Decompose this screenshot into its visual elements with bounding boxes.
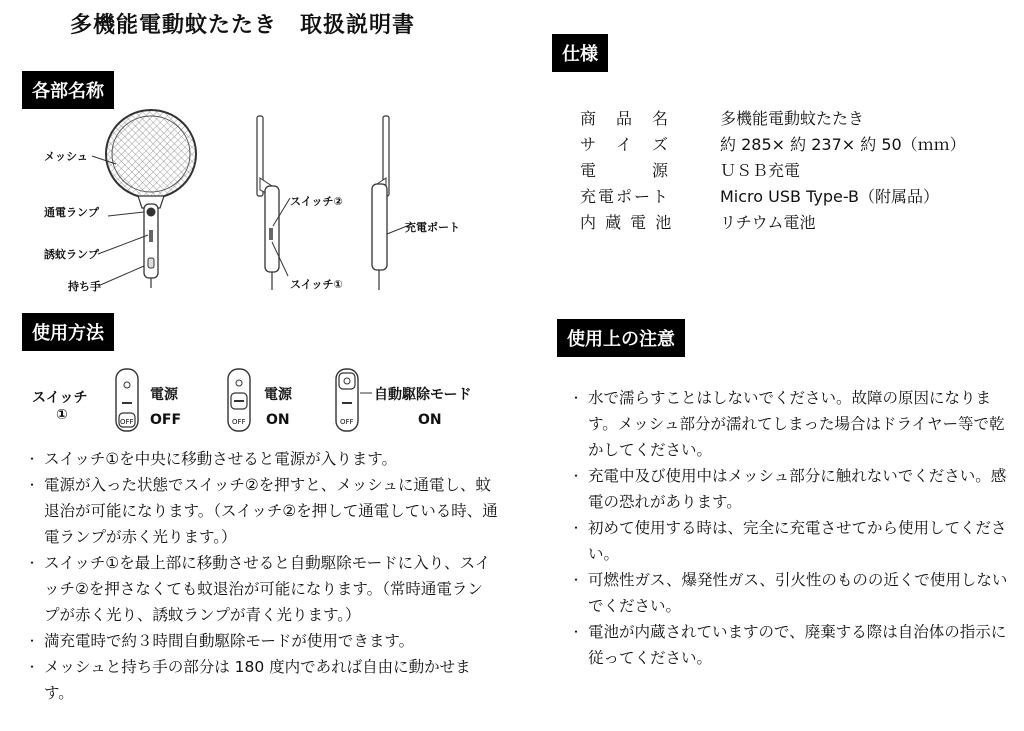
section-header-usage: 使用方法 xyxy=(22,313,114,351)
state-off-line2: OFF xyxy=(150,412,182,428)
label-switch1: スイッチ① xyxy=(290,278,343,291)
state-auto-line1: 自動駆除モード xyxy=(374,387,472,403)
usage-list xyxy=(28,446,498,706)
off-mark-2: OFF xyxy=(232,418,246,426)
section-header-caution: 使用上の注意 xyxy=(557,319,685,357)
state-on-line2: ON xyxy=(266,412,290,428)
swatter-side-view-2 xyxy=(372,116,389,290)
section-header-spec: 仕様 xyxy=(552,34,608,72)
usage-item: ・ メッシュと持ち手の部分は 180 度内であれば自由に動かせます。 xyxy=(28,654,498,706)
caution-item: ・ 初めて使用する時は、完全に充電させてから使用してください。 xyxy=(572,515,1012,567)
usage-item: ・ スイッチ①を中央に移動させると電源が入ります。 xyxy=(28,446,498,472)
caution-item: ・ 可燃性ガス、爆発性ガス、引火性のものの近くで使用しないでください。 xyxy=(572,567,1012,619)
spec-row: 内 蔵 電 池 リチウム電池 xyxy=(580,213,816,232)
usage-item: ・ スイッチ①を最上部に移動させると自動駆除モードに入り、スイッチ②を押さなくても蚊退治が可能になります。（常時通電ランプが赤く光り、誘蚊ランプが青く光ります。） xyxy=(28,550,498,628)
caution-item: ・ 水で濡らすことはしないでください。故障の原因になります。メッシュ部分が濡れてしまった場合はドライヤー等で乾かしてください。 xyxy=(572,385,1012,463)
label-mesh: メッシュ xyxy=(44,150,88,163)
state-on-line1: 電源 xyxy=(264,387,292,403)
label-lure-lamp: 誘蚊ランプ xyxy=(44,248,99,261)
caution-item: ・ 充電中及び使用中はメッシュ部分に触れないでください。感電の恐れがあります。 xyxy=(572,463,1012,515)
spec-row: 商 品 名 多機能電動蚊たたき xyxy=(580,109,865,128)
spec-row: サ イ ズ 約 285× 約 237× 約 50（ｍｍ） xyxy=(580,135,966,154)
switch-label-line1: スイッチ xyxy=(32,390,88,406)
off-mark-1: OFF xyxy=(120,418,134,426)
switch-label-line2: ① xyxy=(56,407,68,423)
swatter-side-view-1 xyxy=(257,116,279,290)
section-header-parts: 各部名称 xyxy=(22,71,114,109)
document-title: 多機能電動蚊たたき 取扱説明書 xyxy=(70,13,416,38)
label-switch2: スイッチ② xyxy=(290,195,343,208)
caution-item: ・ 電池が内蔵されていますので、廃棄する際は自治体の指示に従ってください。 xyxy=(572,619,1012,671)
usage-item: ・ 電源が入った状態でスイッチ②を押すと、メッシュに通電し、蚊退治が可能になります。（スイッチ②を押して通電している時、通電ランプが赤く光ります。） xyxy=(28,472,498,550)
spec-table xyxy=(580,106,966,236)
usage-item: ・ 満充電時で約３時間自動駆除モードが使用できます。 xyxy=(28,628,498,654)
state-auto-line2: ON xyxy=(418,412,442,428)
swatter-front-view xyxy=(106,110,196,288)
spec-row: 充電ポート Micro USB Type-B（附属品） xyxy=(580,187,940,206)
state-off-line1: 電源 xyxy=(150,387,178,403)
caution-list xyxy=(572,385,1012,671)
label-handle: 持ち手 xyxy=(68,280,101,293)
parts-diagram xyxy=(40,108,480,300)
label-power-lamp: 通電ランプ xyxy=(44,206,99,219)
spec-row: 電 源 ＵＳＢ充電 xyxy=(580,161,801,180)
off-mark-3: OFF xyxy=(340,418,354,426)
label-charge-port: 充電ポート xyxy=(405,221,460,234)
